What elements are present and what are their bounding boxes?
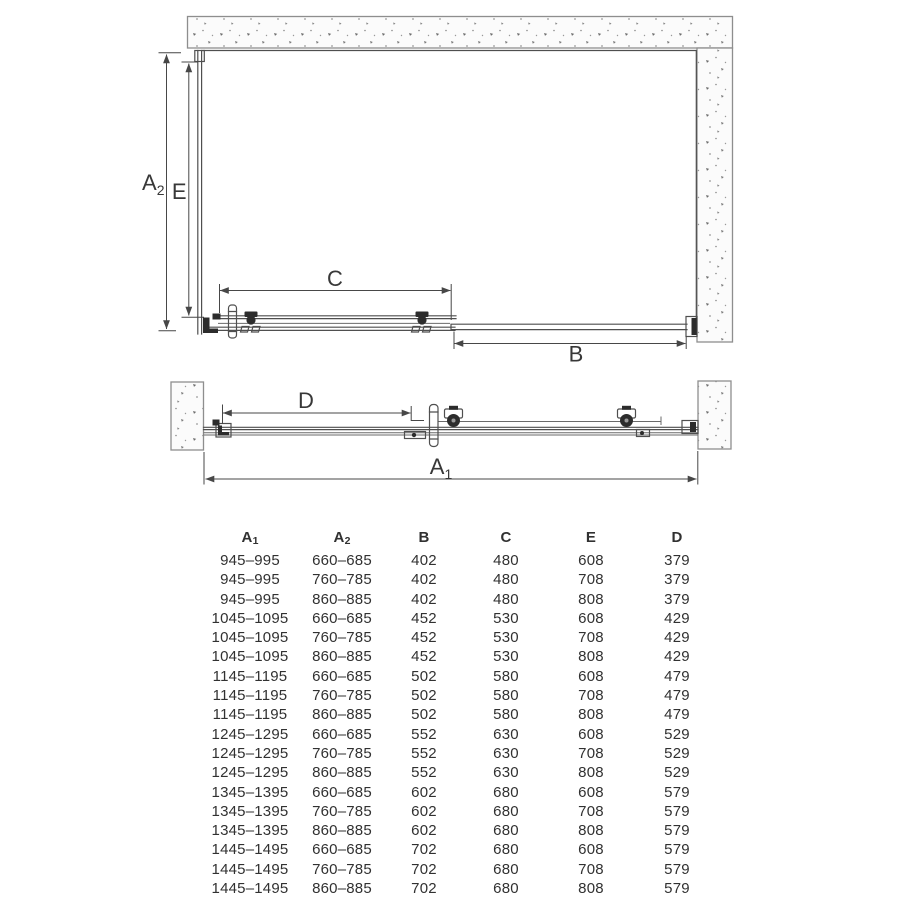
door-rails-lower [204, 433, 699, 435]
table-cell: 608 [578, 609, 604, 627]
dimension-e [172, 62, 204, 317]
wall-right [697, 48, 733, 342]
dim-label-e: E [171, 179, 187, 204]
table-cell: 680 [493, 841, 519, 859]
table-cell: 945–995 [220, 552, 280, 569]
table-cell: 630 [493, 744, 519, 762]
table-cell: 708 [578, 687, 604, 705]
table-cell: 1245–1295 [211, 764, 289, 782]
top-view-diagram [142, 17, 732, 367]
table-cell: 480 [493, 590, 519, 608]
table-cell: 860–885 [312, 648, 372, 666]
table-cell: 660–685 [312, 783, 372, 801]
table-cell: 1045–1095 [211, 609, 289, 627]
table-row [200, 763, 720, 782]
dimension-a1 [204, 451, 698, 485]
table-cell: 1245–1295 [211, 744, 289, 762]
table-cell: 1145–1195 [212, 706, 288, 724]
sliding-door-top-view [203, 305, 456, 338]
column-header-d: D [671, 528, 683, 546]
table-cell: 760–785 [312, 802, 372, 820]
table-cell: 860–885 [312, 880, 372, 898]
column-header-b: B [418, 528, 430, 546]
rail-clamp [213, 314, 221, 320]
table-cell: 580 [493, 687, 519, 705]
door-handle [430, 405, 439, 447]
table-row [200, 725, 720, 744]
table-cell: 402 [411, 552, 437, 569]
table-cell: 530 [493, 609, 519, 627]
dim-label-c: C [327, 266, 343, 291]
roller-left [445, 406, 463, 427]
dim-label-a1: $A_1$ [429, 454, 453, 482]
table-cell: 660–685 [312, 667, 372, 685]
table-cell: 1445–1495 [211, 880, 289, 898]
table-cell: 580 [493, 706, 519, 724]
door-handle-caps [229, 312, 237, 332]
table-cell: 680 [493, 860, 519, 878]
table-cell: 379 [664, 552, 690, 569]
table-cell: 1445–1495 [211, 841, 289, 859]
table-cell: 760–785 [312, 687, 372, 705]
dimension-b [454, 332, 686, 367]
table-cell: 808 [578, 880, 604, 898]
table-cell: 760–785 [312, 571, 372, 589]
table-cell: 630 [493, 725, 519, 743]
wall-block-left [171, 382, 204, 450]
wall-block-right [698, 381, 731, 449]
table-cell: 860–885 [312, 822, 372, 840]
table-cell: 1345–1395 [211, 783, 289, 801]
table-row [200, 821, 720, 840]
table-cell: 502 [411, 687, 437, 705]
table-cell: 1345–1395 [211, 822, 289, 840]
table-cell: 660–685 [312, 552, 372, 569]
table-cell: 1045–1095 [211, 629, 289, 647]
fixed-panel-b [451, 317, 697, 337]
table-header-row [200, 524, 720, 551]
table-cell: 552 [411, 764, 437, 782]
table-cell: 529 [664, 725, 690, 743]
table-cell: 379 [664, 590, 690, 608]
enclosure-outline [203, 51, 696, 322]
table-cell: 760–785 [312, 744, 372, 762]
table-cell: 452 [411, 629, 437, 647]
table-row [200, 590, 720, 609]
table-row [200, 802, 720, 821]
table-row [200, 551, 720, 570]
table-cell: 1045–1095 [211, 648, 289, 666]
table-cell: 660–685 [312, 841, 372, 859]
table-row [200, 705, 720, 724]
column-header-c: C [500, 528, 512, 546]
table-cell: 579 [664, 822, 690, 840]
table-row [200, 667, 720, 686]
table-row [200, 879, 720, 898]
table-cell: 602 [411, 783, 437, 801]
table-cell: 529 [664, 744, 690, 762]
table-cell: 480 [493, 571, 519, 589]
table-cell: 552 [411, 744, 437, 762]
column-header-a1: A1 [241, 528, 259, 547]
table-cell: 502 [411, 667, 437, 685]
table-cell: 580 [493, 667, 519, 685]
table-cell: 702 [411, 860, 437, 878]
table-cell: 860–885 [312, 590, 372, 608]
table-cell: 608 [578, 841, 604, 859]
table-cell: 708 [578, 571, 604, 589]
table-cell: 680 [493, 880, 519, 898]
table-cell: 1245–1295 [211, 725, 289, 743]
table-cell: 579 [664, 841, 690, 859]
table-cell: 552 [411, 725, 437, 743]
table-cell: 579 [664, 783, 690, 801]
table-cell: 608 [578, 783, 604, 801]
table-cell: 708 [578, 802, 604, 820]
wall-top [188, 17, 733, 49]
dim-label-d: D [298, 388, 314, 413]
front-view-diagram [171, 381, 731, 485]
table-cell: 579 [664, 860, 690, 878]
table-row [200, 686, 720, 705]
door-rails [204, 427, 699, 429]
table-cell: 660–685 [312, 609, 372, 627]
table-cell: 479 [664, 667, 690, 685]
table-cell: 579 [664, 880, 690, 898]
table-cell: 760–785 [312, 860, 372, 878]
table-cell: 808 [578, 648, 604, 666]
dimension-d [223, 388, 425, 424]
table-row [200, 628, 720, 647]
table-cell: 808 [578, 822, 604, 840]
table-cell: 1445–1495 [211, 860, 289, 878]
table-cell: 680 [493, 802, 519, 820]
table-row [200, 783, 720, 802]
dimensions-table [200, 524, 720, 898]
table-cell: 479 [664, 706, 690, 724]
table-cell: 702 [411, 841, 437, 859]
table-cell: 502 [411, 706, 437, 724]
table-cell: 379 [664, 571, 690, 589]
table-cell: 429 [664, 629, 690, 647]
table-cell: 608 [578, 725, 604, 743]
table-cell: 945–995 [220, 571, 280, 589]
table-cell: 808 [578, 706, 604, 724]
table-cell: 808 [578, 764, 604, 782]
roller-left [241, 312, 261, 333]
column-header-a2: A2 [333, 528, 351, 547]
table-cell: 480 [493, 552, 519, 569]
table-cell: 708 [578, 629, 604, 647]
dimensions-table-body [200, 551, 720, 898]
table-cell: 860–885 [312, 764, 372, 782]
table-row [200, 860, 720, 879]
table-cell: 529 [664, 764, 690, 782]
table-cell: 402 [411, 571, 437, 589]
table-cell: 608 [578, 552, 604, 569]
table-cell: 760–785 [312, 629, 372, 647]
dim-label-b: B [568, 341, 584, 367]
table-cell: 402 [411, 590, 437, 608]
roller-right [412, 312, 432, 333]
table-cell: 429 [664, 648, 690, 666]
wall-profile-left [203, 318, 218, 334]
left-panel-top-bracket [195, 51, 205, 62]
table-cell: 702 [411, 880, 437, 898]
table-cell: 479 [664, 687, 690, 705]
table-cell: 429 [664, 609, 690, 627]
table-cell: 1145–1195 [212, 687, 288, 705]
table-cell: 530 [493, 648, 519, 666]
table-cell: 1345–1395 [211, 802, 289, 820]
table-cell: 452 [411, 609, 437, 627]
table-cell: 602 [411, 822, 437, 840]
table-row [200, 647, 720, 666]
table-cell: 708 [578, 860, 604, 878]
column-header-e: E [585, 528, 597, 546]
dim-label-a2: $A_2$ [142, 170, 165, 198]
table-row [200, 840, 720, 859]
table-cell: 808 [578, 590, 604, 608]
wall-profile-left [213, 420, 232, 438]
table-cell: 680 [493, 783, 519, 801]
table-cell: 608 [578, 667, 604, 685]
table-cell: 860–885 [312, 706, 372, 724]
table-cell: 602 [411, 802, 437, 820]
table-cell: 452 [411, 648, 437, 666]
table-cell: 630 [493, 764, 519, 782]
table-row [200, 570, 720, 589]
table-cell: 1145–1195 [212, 667, 288, 685]
table-cell: 530 [493, 629, 519, 647]
door-handle [229, 305, 237, 338]
table-row [200, 744, 720, 763]
table-cell: 708 [578, 744, 604, 762]
table-row [200, 609, 720, 628]
table-cell: 945–995 [220, 590, 280, 608]
table-cell: 579 [664, 802, 690, 820]
fixed-panel-left-glass [198, 51, 202, 335]
table-cell: 680 [493, 822, 519, 840]
table-cell: 660–685 [312, 725, 372, 743]
